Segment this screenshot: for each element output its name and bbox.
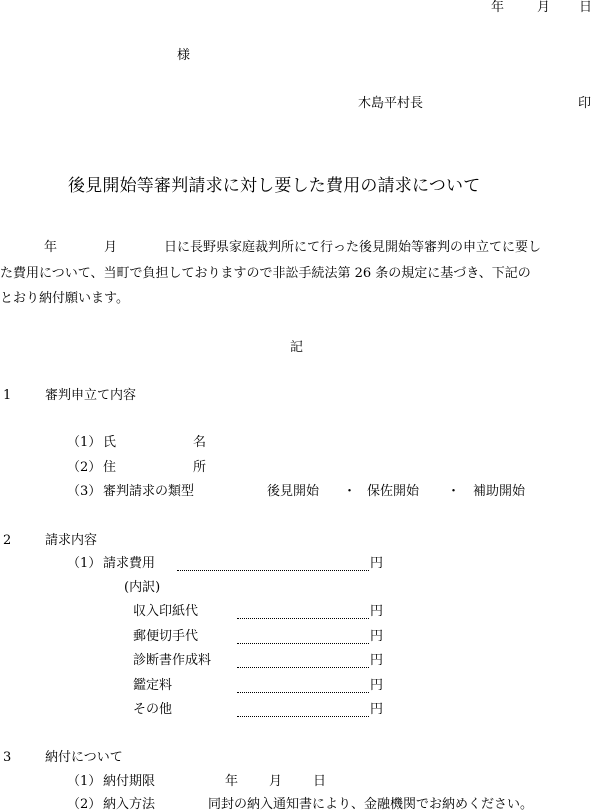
body-month-label: 月 xyxy=(104,240,118,255)
breakdown-blank xyxy=(237,618,369,619)
breakdown-blank xyxy=(237,643,369,644)
seal-mark: 印 xyxy=(578,96,592,111)
request-cost-blank xyxy=(177,570,369,571)
section-1-number: 1 xyxy=(3,388,12,403)
date-month-label: 月 xyxy=(537,0,551,15)
item-number: （3） xyxy=(67,484,102,499)
section-2-number: 2 xyxy=(3,533,12,548)
breakdown-label: (内訳) xyxy=(124,580,161,595)
body-line-3: とおり納付願います。 xyxy=(0,291,129,306)
type-separator: ・ xyxy=(343,484,357,499)
date-year-label: 年 xyxy=(491,0,505,15)
deadline-month-label: 月 xyxy=(269,774,283,789)
breakdown-blank xyxy=(237,716,369,717)
addressee-suffix: 様 xyxy=(177,48,191,63)
breakdown-other-label: その他 xyxy=(133,702,173,717)
document-title: 後見開始等審判請求に対し要した費用の請求について xyxy=(68,176,481,196)
type-separator: ・ xyxy=(447,484,461,499)
payment-deadline-label: 納付期限 xyxy=(103,774,156,789)
issuer-name: 木島平村長 xyxy=(358,96,424,111)
body-line-2: た費用について、当町で負担しておりますので非訟手続法第 26 条の規定に基づき、下記の xyxy=(0,266,531,281)
body-year-label: 年 xyxy=(44,240,58,255)
deadline-day-label: 日 xyxy=(313,774,327,789)
breakdown-medical-certificate-label: 診断書作成料 xyxy=(133,653,212,668)
item-number: （2） xyxy=(67,460,102,475)
payment-method-value: 同封の納入通知書により、金融機関でお納めください。 xyxy=(208,797,534,812)
yen-unit: 円 xyxy=(370,678,384,693)
yen-unit: 円 xyxy=(370,653,384,668)
type-option-guardianship: 後見開始 xyxy=(267,484,320,499)
name-label-b: 名 xyxy=(193,435,207,450)
breakdown-appraisal-label: 鑑定料 xyxy=(133,678,173,693)
yen-unit: 円 xyxy=(370,556,384,571)
name-label-a: 氏 xyxy=(103,435,117,450)
section-3-number: 3 xyxy=(3,750,12,765)
payment-method-label: 納入方法 xyxy=(103,797,156,812)
section-1-title: 審判申立て内容 xyxy=(45,388,137,403)
yen-unit: 円 xyxy=(370,604,384,619)
type-option-assistance: 補助開始 xyxy=(473,484,526,499)
address-label-b: 所 xyxy=(193,460,207,475)
date-day-label: 日 xyxy=(579,0,593,15)
section-2-title: 請求内容 xyxy=(45,533,98,548)
item-number: （1） xyxy=(67,556,102,571)
yen-unit: 円 xyxy=(370,702,384,717)
breakdown-blank xyxy=(237,667,369,668)
yen-unit: 円 xyxy=(370,629,384,644)
deadline-year-label: 年 xyxy=(225,774,239,789)
breakdown-stamp-fee-label: 収入印紙代 xyxy=(133,604,199,619)
ki-heading: 記 xyxy=(290,340,304,355)
breakdown-blank xyxy=(237,692,369,693)
address-label-a: 住 xyxy=(103,460,117,475)
breakdown-postage-label: 郵便切手代 xyxy=(133,629,199,644)
request-cost-label: 請求費用 xyxy=(103,556,156,571)
type-label: 審判請求の類型 xyxy=(103,484,195,499)
section-3-title: 納付について xyxy=(45,750,123,765)
item-number: （1） xyxy=(67,774,102,789)
type-option-curatorship: 保佐開始 xyxy=(367,484,420,499)
body-line-1: 日に長野県家庭裁判所にて行った後見開始等審判の申立てに要し xyxy=(164,240,542,255)
item-number: （2） xyxy=(67,797,102,812)
item-number: （1） xyxy=(67,435,102,450)
